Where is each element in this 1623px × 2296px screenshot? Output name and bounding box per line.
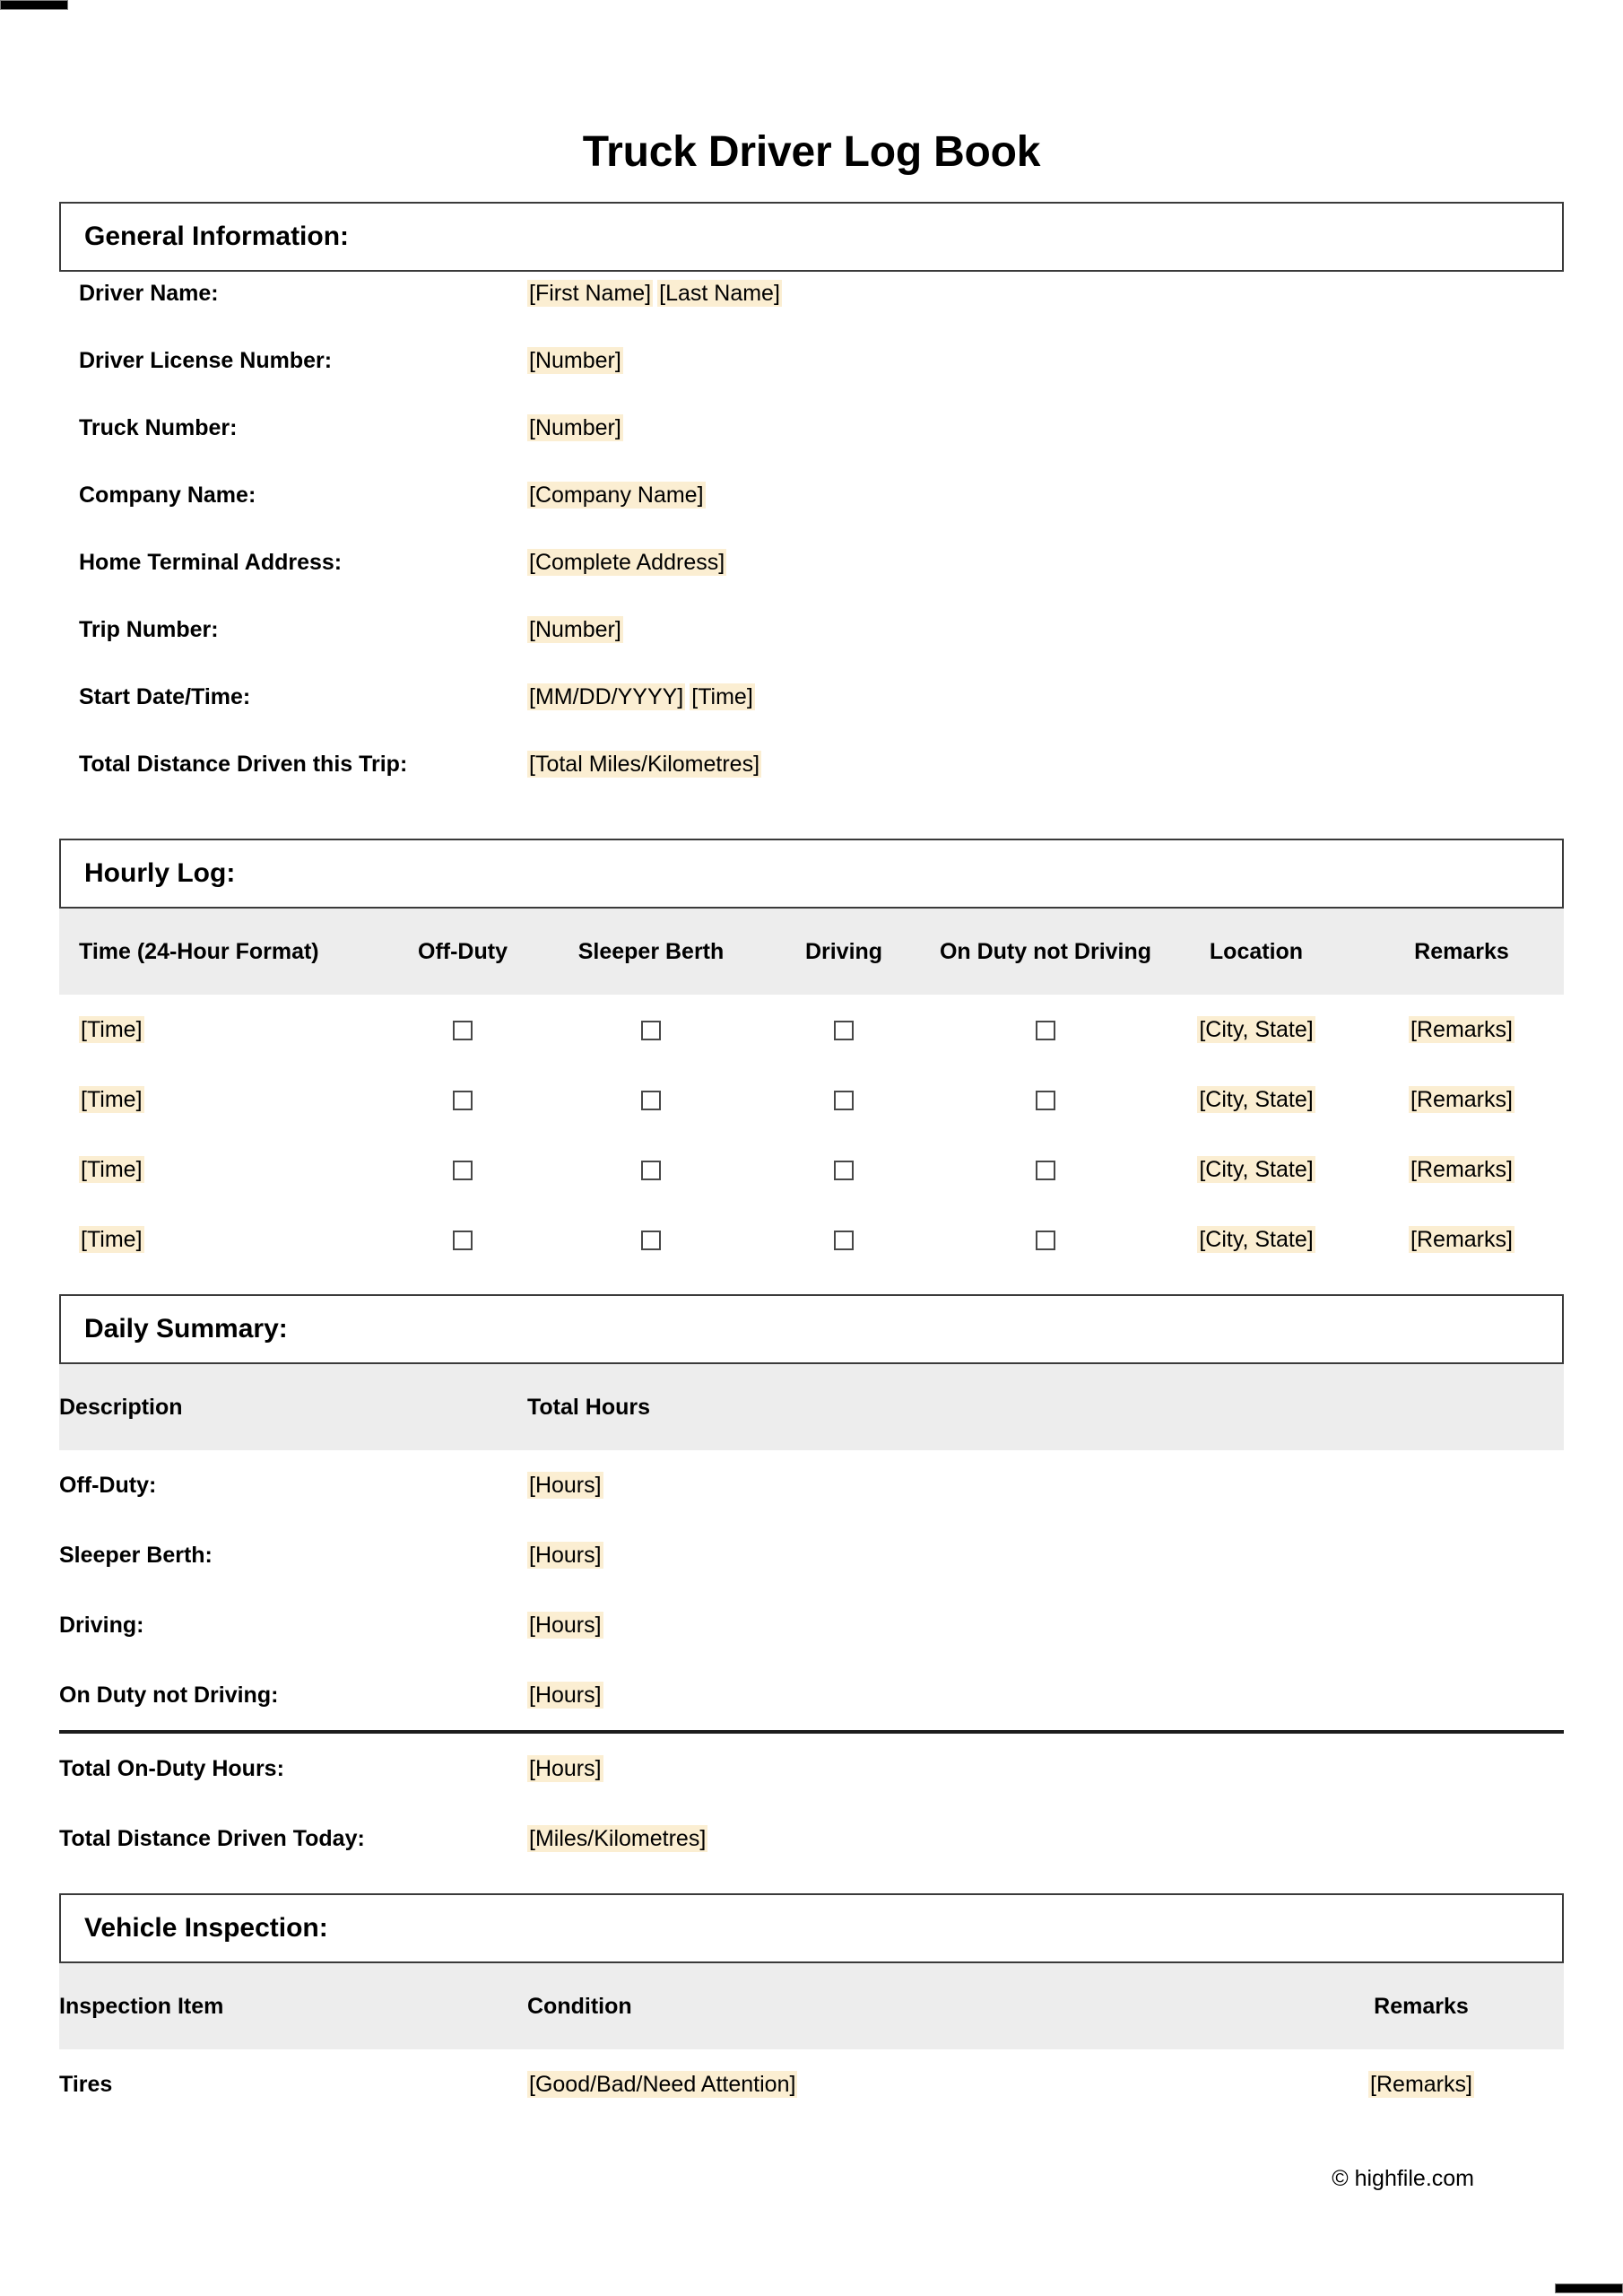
hourly-log-cell-off-duty[interactable] <box>373 995 552 1065</box>
hourly-log-time-value: [Time] <box>81 1086 143 1112</box>
field-row-truck-number <box>59 415 1564 483</box>
field-value-truck-number-text: [Number] <box>529 415 621 441</box>
page-title: Truck Driver Log Book <box>582 128 1041 176</box>
hourly-log-cell-driving[interactable] <box>750 1065 938 1135</box>
section-header-vehicle-inspection <box>59 1893 1564 1963</box>
hourly-log-location-value: [City, State] <box>1199 1016 1314 1042</box>
checkbox-icon[interactable] <box>641 1231 661 1250</box>
checkbox-icon[interactable] <box>834 1231 854 1250</box>
spacer-before-vehicle-inspection <box>59 1874 1564 1893</box>
field-value-company-name-text: [Company Name] <box>529 483 704 509</box>
daily-summary-description-off-duty: Off-Duty: <box>59 1450 527 1520</box>
daily-summary-hours-sleeper-berth[interactable] <box>527 1520 1564 1590</box>
table-row <box>59 1590 1564 1660</box>
checkbox-icon[interactable] <box>1036 1091 1055 1110</box>
hourly-log-cell-on-duty-not-driving[interactable] <box>938 1065 1153 1135</box>
field-label-company-name: Company Name: <box>79 483 256 509</box>
checkbox-icon[interactable] <box>453 1231 473 1250</box>
hourly-log-column-on-duty-not-driving: On Duty not Driving <box>938 909 1153 995</box>
daily-summary-total-distance-driven-today-value: [Miles/Kilometres] <box>529 1825 707 1851</box>
checkbox-icon[interactable] <box>834 1021 854 1040</box>
field-value-start-time: [Time] <box>691 684 753 710</box>
vehicle-inspection-item-tires: Tires <box>59 2049 527 2119</box>
checkbox-icon[interactable] <box>453 1021 473 1040</box>
daily-summary-column-total-hours: Total Hours <box>527 1364 1564 1450</box>
hourly-log-cell-on-duty-not-driving[interactable] <box>938 995 1153 1065</box>
daily-summary-header-row <box>59 1364 1564 1450</box>
field-value-truck-number[interactable] <box>527 415 623 441</box>
daily-summary-hours-driving-value: [Hours] <box>529 1612 602 1638</box>
footer-copyright: © highfile.com <box>1332 2166 1474 2192</box>
checkbox-icon[interactable] <box>1036 1231 1055 1250</box>
table-row <box>59 1450 1564 1520</box>
daily-summary-hours-sleeper-berth-value: [Hours] <box>529 1542 602 1568</box>
daily-summary-total-distance-driven-today[interactable] <box>527 1804 1564 1874</box>
daily-summary-hours-off-duty[interactable] <box>527 1450 1564 1520</box>
hourly-log-header-row <box>59 909 1564 995</box>
table-row <box>59 2049 1564 2119</box>
hourly-log-remarks-value: [Remarks] <box>1410 1016 1513 1042</box>
daily-summary-description-driving: Driving: <box>59 1590 527 1660</box>
field-row-driver-name <box>59 281 1564 348</box>
field-value-driver-name[interactable] <box>527 281 782 307</box>
section-header-daily-summary-label: Daily Summary: <box>84 1314 288 1344</box>
field-row-start-date-time <box>59 684 1564 752</box>
hourly-log-cell-sleeper-berth[interactable] <box>552 1205 750 1274</box>
checkbox-icon[interactable] <box>834 1091 854 1110</box>
field-row-home-terminal-address <box>59 550 1564 617</box>
table-row <box>59 1205 1564 1274</box>
field-row-trip-number <box>59 617 1564 684</box>
hourly-log-column-location: Location <box>1153 909 1359 995</box>
hourly-log-column-remarks: Remarks <box>1359 909 1564 995</box>
hourly-log-table-head <box>59 909 1564 995</box>
field-label-total-distance-driven-this-trip: Total Distance Driven this Trip: <box>79 752 408 778</box>
vehicle-inspection-remarks-tires[interactable] <box>1279 2049 1564 2119</box>
hourly-log-remarks-value: [Remarks] <box>1410 1086 1513 1112</box>
daily-summary-description-total-distance-driven-today: Total Distance Driven Today: <box>59 1804 527 1874</box>
table-row <box>59 995 1564 1065</box>
general-information-fields <box>59 272 1564 819</box>
field-row-company-name <box>59 483 1564 550</box>
daily-summary-hours-total-on-duty[interactable] <box>527 1732 1564 1804</box>
table-row <box>59 1804 1564 1874</box>
daily-summary-description-on-duty-not-driving: On Duty not Driving: <box>59 1660 527 1732</box>
vehicle-inspection-column-remarks: Remarks <box>1279 1963 1564 2049</box>
field-label-start-date-time: Start Date/Time: <box>79 684 251 710</box>
hourly-log-remarks-value: [Remarks] <box>1410 1156 1513 1182</box>
hourly-log-table-body <box>59 995 1564 1274</box>
hourly-log-table <box>59 909 1564 1274</box>
hourly-log-time-value: [Time] <box>81 1016 143 1042</box>
table-row <box>59 1732 1564 1804</box>
field-value-start-date-time[interactable] <box>527 684 755 710</box>
daily-summary-description-sleeper-berth: Sleeper Berth: <box>59 1520 527 1590</box>
hourly-log-column-off-duty: Off-Duty <box>373 909 552 995</box>
field-value-trip-number[interactable] <box>527 617 623 643</box>
hourly-log-time-value: [Time] <box>81 1226 143 1252</box>
field-row-total-distance-driven-this-trip <box>59 752 1564 819</box>
vehicle-inspection-table <box>59 1963 1564 2119</box>
hourly-log-cell-location[interactable] <box>1153 1065 1359 1135</box>
hourly-log-cell-time[interactable] <box>59 1065 373 1135</box>
checkbox-icon[interactable] <box>641 1161 661 1180</box>
daily-summary-hours-total-on-duty-value: [Hours] <box>529 1755 602 1781</box>
vehicle-inspection-column-condition: Condition <box>527 1963 1279 2049</box>
field-value-company-name[interactable] <box>527 483 706 509</box>
checkbox-icon[interactable] <box>1036 1161 1055 1180</box>
hourly-log-time-value: [Time] <box>81 1156 143 1182</box>
checkbox-icon[interactable] <box>834 1161 854 1180</box>
section-header-general-information-label: General Information: <box>84 222 350 252</box>
vehicle-inspection-header-row <box>59 1963 1564 2049</box>
hourly-log-location-value: [City, State] <box>1199 1226 1314 1252</box>
hourly-log-cell-remarks[interactable] <box>1359 995 1564 1065</box>
field-row-driver-license-number <box>59 348 1564 415</box>
daily-summary-hours-on-duty-not-driving[interactable] <box>527 1660 1564 1732</box>
section-header-hourly-log <box>59 839 1564 909</box>
daily-summary-description-total-on-duty-hours: Total On-Duty Hours: <box>59 1732 527 1804</box>
field-label-truck-number: Truck Number: <box>79 415 238 441</box>
spacer-before-daily-summary <box>59 1274 1564 1294</box>
field-value-driver-first-name: [First Name] <box>529 281 652 307</box>
hourly-log-cell-remarks[interactable] <box>1359 1135 1564 1205</box>
vehicle-inspection-condition-tires[interactable] <box>527 2049 1279 2119</box>
field-value-home-terminal-address-text: [Complete Address] <box>529 550 725 576</box>
hourly-log-column-sleeper-berth: Sleeper Berth <box>552 909 750 995</box>
daily-summary-hours-off-duty-value: [Hours] <box>529 1472 602 1498</box>
field-value-driver-license-number-text: [Number] <box>529 348 621 374</box>
hourly-log-cell-off-duty[interactable] <box>373 1065 552 1135</box>
field-label-driver-name: Driver Name: <box>79 281 219 307</box>
field-label-home-terminal-address: Home Terminal Address: <box>79 550 343 576</box>
hourly-log-column-driving: Driving <box>750 909 938 995</box>
daily-summary-table-head <box>59 1364 1564 1450</box>
daily-summary-hours-on-duty-not-driving-value: [Hours] <box>529 1682 602 1708</box>
table-row <box>59 1065 1564 1135</box>
vehicle-inspection-table-body <box>59 2049 1564 2119</box>
vehicle-inspection-column-inspection-item: Inspection Item <box>59 1963 527 2049</box>
checkbox-icon[interactable] <box>453 1091 473 1110</box>
hourly-log-cell-driving[interactable] <box>750 1205 938 1274</box>
hourly-log-column-time: Time (24-Hour Format) <box>59 909 373 995</box>
hourly-log-location-value: [City, State] <box>1199 1156 1314 1182</box>
hourly-log-cell-driving[interactable] <box>750 995 938 1065</box>
footer <box>59 2119 1564 2192</box>
hourly-log-cell-sleeper-berth[interactable] <box>552 1135 750 1205</box>
vehicle-inspection-remarks-tires-value: [Remarks] <box>1370 2071 1472 2097</box>
hourly-log-cell-driving[interactable] <box>750 1135 938 1205</box>
hourly-log-cell-time[interactable] <box>59 1135 373 1205</box>
section-header-vehicle-inspection-label: Vehicle Inspection: <box>84 1913 328 1944</box>
field-label-driver-license-number: Driver License Number: <box>79 348 333 374</box>
field-value-home-terminal-address[interactable] <box>527 550 726 576</box>
daily-summary-hours-driving[interactable] <box>527 1590 1564 1660</box>
hourly-log-location-value: [City, State] <box>1199 1086 1314 1112</box>
vehicle-inspection-condition-tires-value: [Good/Bad/Need Attention] <box>529 2071 796 2097</box>
spacer-before-hourly-log <box>59 819 1564 839</box>
vehicle-inspection-table-head <box>59 1963 1564 2049</box>
field-value-trip-number-text: [Number] <box>529 617 621 643</box>
hourly-log-cell-location[interactable] <box>1153 995 1359 1065</box>
daily-summary-table-body <box>59 1450 1564 1874</box>
hourly-log-cell-on-duty-not-driving[interactable] <box>938 1205 1153 1274</box>
daily-summary-column-description: Description <box>59 1364 527 1450</box>
daily-summary-table <box>59 1364 1564 1874</box>
section-header-hourly-log-label: Hourly Log: <box>84 858 236 889</box>
checkbox-icon[interactable] <box>641 1021 661 1040</box>
hourly-log-cell-time[interactable] <box>59 1205 373 1274</box>
field-label-trip-number: Trip Number: <box>79 617 219 643</box>
hourly-log-cell-off-duty[interactable] <box>373 1205 552 1274</box>
spacer-before-general-information <box>59 175 1564 202</box>
hourly-log-cell-time[interactable] <box>59 995 373 1065</box>
hourly-log-cell-remarks[interactable] <box>1359 1065 1564 1135</box>
hourly-log-cell-sleeper-berth[interactable] <box>552 1065 750 1135</box>
hourly-log-cell-location[interactable] <box>1153 1135 1359 1205</box>
checkbox-icon[interactable] <box>453 1161 473 1180</box>
section-header-general-information <box>59 202 1564 272</box>
field-value-start-date: [MM/DD/YYYY] <box>529 684 684 710</box>
table-row <box>59 1520 1564 1590</box>
checkbox-icon[interactable] <box>1036 1021 1055 1040</box>
field-value-driver-license-number[interactable] <box>527 348 623 374</box>
table-row <box>59 1660 1564 1732</box>
hourly-log-cell-off-duty[interactable] <box>373 1135 552 1205</box>
section-header-daily-summary <box>59 1294 1564 1364</box>
field-value-total-distance-driven-this-trip-text: [Total Miles/Kilometres] <box>529 752 760 778</box>
hourly-log-cell-on-duty-not-driving[interactable] <box>938 1135 1153 1205</box>
field-value-driver-last-name: [Last Name] <box>659 281 780 307</box>
hourly-log-cell-sleeper-berth[interactable] <box>552 995 750 1065</box>
table-row <box>59 1135 1564 1205</box>
hourly-log-cell-location[interactable] <box>1153 1205 1359 1274</box>
hourly-log-remarks-value: [Remarks] <box>1410 1226 1513 1252</box>
hourly-log-cell-remarks[interactable] <box>1359 1205 1564 1274</box>
checkbox-icon[interactable] <box>641 1091 661 1110</box>
field-value-total-distance-driven-this-trip[interactable] <box>527 752 761 778</box>
